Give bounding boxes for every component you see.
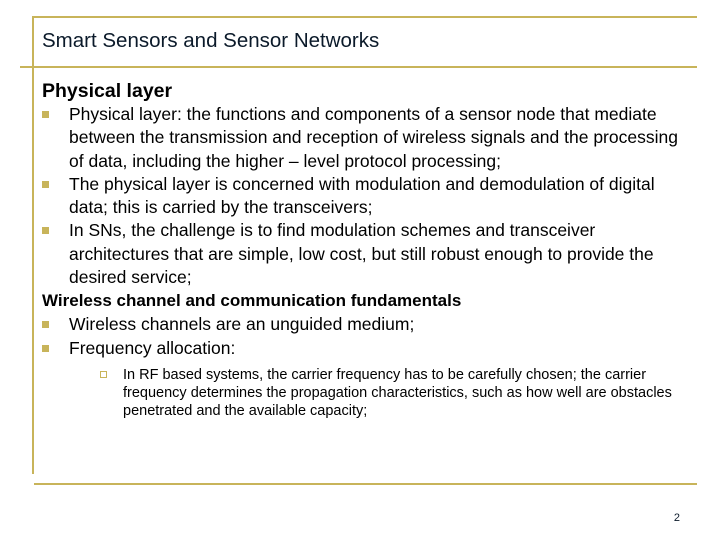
list-item (42, 313, 682, 336)
sub-bullet-text: In RF based systems, the carrier frequency has to be carefully chosen; the carrier frequency determines the propagation characteristics, such as how well are obstacles penetrated and the available capacity; (123, 366, 672, 419)
title-underline-rule (20, 66, 697, 68)
square-bullet-icon (42, 345, 49, 352)
bullet-text: Wireless channels are an unguided medium; (69, 314, 415, 335)
slide-title: Smart Sensors and Sensor Networks (42, 29, 380, 52)
physical-layer-bullet-list (42, 103, 682, 289)
frame-top-rule (32, 16, 697, 18)
hollow-square-bullet-icon (100, 371, 107, 378)
frame-left-rule (32, 16, 34, 474)
list-item (42, 173, 682, 220)
wireless-channel-bullet-list (42, 313, 682, 420)
bullet-text: The physical layer is concerned with modulation and demodulation of digital data; this is carried by the transceivers; (69, 173, 655, 218)
list-item (42, 337, 682, 420)
square-bullet-icon (42, 321, 49, 328)
frame-bottom-rule (34, 483, 697, 485)
list-item (42, 103, 682, 173)
bullet-text: Frequency allocation: (69, 337, 236, 358)
slide-content (42, 79, 682, 420)
square-bullet-icon (42, 227, 49, 234)
bullet-text: In SNs, the challenge is to find modulation schemes and transceiver architectures that are simple, low cost, but still robust enough to provide the desired service; (69, 220, 654, 288)
page-number: 2 (673, 512, 680, 524)
bullet-text: Physical layer: the functions and components of a sensor node that mediate between the transmission and reception of wireless signals and the processing of data, including the higher – level protocol processing; (69, 104, 678, 171)
section-heading-wireless-channel: Wireless channel and communication fundamentals (42, 291, 462, 311)
sub-list-item (69, 366, 682, 420)
square-bullet-icon (42, 181, 49, 188)
list-item (42, 219, 682, 289)
frequency-allocation-sub-list (69, 366, 682, 420)
section-heading-physical-layer: Physical layer (42, 80, 173, 102)
square-bullet-icon (42, 111, 49, 118)
